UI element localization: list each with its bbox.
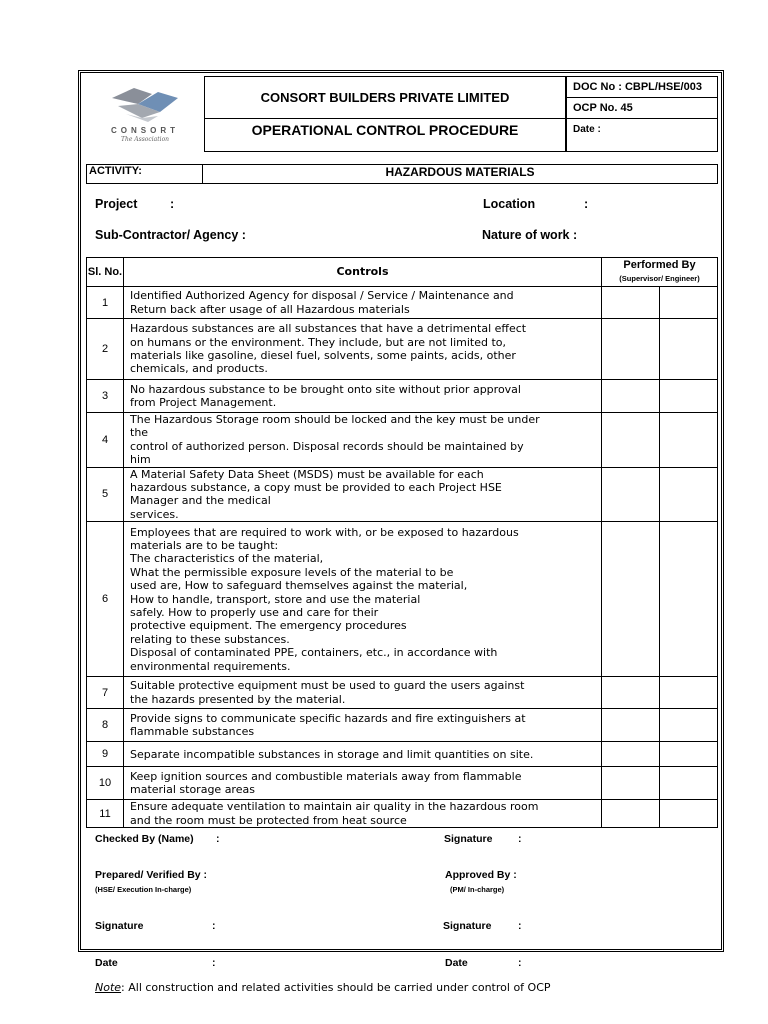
control-text-line: materials are to be taught: bbox=[130, 538, 279, 552]
engineer-signoff-cell[interactable] bbox=[660, 413, 718, 468]
supervisor-signoff-cell[interactable] bbox=[602, 522, 660, 677]
table-header-row bbox=[87, 258, 718, 287]
control-text-line: environmental requirements. bbox=[130, 659, 291, 673]
controls-table-body bbox=[87, 287, 718, 828]
engineer-signoff-cell[interactable] bbox=[660, 767, 718, 800]
signature-label: Signature bbox=[444, 833, 493, 845]
approved-signature-colon: : bbox=[518, 920, 522, 932]
table-row bbox=[87, 677, 718, 709]
engineer-signoff-cell[interactable] bbox=[660, 467, 718, 522]
project-label: Project bbox=[95, 197, 138, 211]
supervisor-signoff-cell[interactable] bbox=[602, 380, 660, 413]
table-row bbox=[87, 522, 718, 677]
approved-signature-label: Signature bbox=[443, 920, 492, 932]
nature-of-work-label: Nature of work : bbox=[482, 228, 578, 242]
control-text bbox=[124, 287, 602, 319]
control-text-line: Separate incompatible substances in storage and limit quantities on site. bbox=[130, 747, 534, 761]
signature-colon: : bbox=[518, 833, 522, 845]
control-text-line: protective equipment. The emergency procedures bbox=[130, 619, 407, 633]
control-text-line: A Material Safety Data Sheet (MSDS) must be available for each bbox=[130, 467, 484, 481]
handshake-logo-icon bbox=[108, 84, 182, 124]
procedure-title: OPERATIONAL CONTROL PROCEDURE bbox=[251, 122, 519, 138]
approved-by-role: (PM/ In-charge) bbox=[450, 885, 505, 894]
subcontractor-label: Sub-Contractor/ Agency : bbox=[95, 228, 246, 242]
control-text-line: him bbox=[130, 453, 151, 467]
control-text-line: Manager and the medical bbox=[130, 494, 271, 508]
control-text-line: materials like gasoline, diesel fuel, solvents, some paints, acids, other bbox=[130, 349, 516, 362]
note-label: Note bbox=[95, 981, 122, 994]
approved-date-colon: : bbox=[518, 957, 522, 969]
company-logo bbox=[86, 76, 204, 152]
activity-value: HAZARDOUS MATERIALS bbox=[385, 165, 535, 179]
project-colon: : bbox=[170, 197, 175, 211]
control-text bbox=[124, 677, 602, 709]
controls-table bbox=[86, 257, 718, 828]
control-text-line: the bbox=[130, 426, 149, 440]
control-text-line: control of authorized person. Disposal records should be maintained by bbox=[130, 439, 524, 453]
performed-by-label: Performed By bbox=[623, 259, 696, 271]
engineer-signoff-cell[interactable] bbox=[660, 319, 718, 380]
ocp-number: OCP No. 45 bbox=[573, 102, 633, 114]
control-text-line: Employees that are required to work with, or be exposed to hazardous bbox=[130, 525, 519, 539]
engineer-signoff-cell[interactable] bbox=[660, 380, 718, 413]
performed-by-header bbox=[602, 258, 718, 287]
control-text-line: Identified Authorized Agency for disposal / Service / Maintenance and bbox=[130, 289, 514, 303]
logo-tagline: The Association bbox=[120, 136, 170, 143]
control-text-line: relating to these substances. bbox=[130, 632, 290, 646]
control-text-line: Disposal of contaminated PPE, containers, etc., in accordance with bbox=[130, 646, 498, 660]
table-row bbox=[87, 413, 718, 468]
prepared-signature-colon: : bbox=[212, 920, 216, 932]
control-text-line: The characteristics of the material, bbox=[130, 552, 324, 566]
header-title-box bbox=[204, 76, 566, 152]
control-text-line: hazardous substance, a copy must be provided to each Project HSE bbox=[130, 481, 502, 495]
prepared-signature-label: Signature bbox=[95, 920, 144, 932]
control-text bbox=[124, 413, 602, 468]
activity-label: ACTIVITY: bbox=[89, 165, 142, 177]
control-text-line: Ensure adequate ventilation to maintain air quality in the hazardous room bbox=[130, 800, 539, 814]
control-text-line: The Hazardous Storage room should be locked and the key must be under bbox=[130, 413, 540, 426]
row-number: 4 bbox=[87, 413, 124, 468]
doc-date: Date : bbox=[573, 124, 601, 135]
row-number: 11 bbox=[87, 800, 124, 828]
doc-number: DOC No : CBPL/HSE/003 bbox=[573, 81, 702, 93]
header-divider bbox=[204, 118, 566, 119]
table-row bbox=[87, 287, 718, 319]
engineer-signoff-cell[interactable] bbox=[660, 800, 718, 828]
prepared-date-label: Date bbox=[95, 957, 118, 969]
approved-date-label: Date bbox=[445, 957, 468, 969]
control-text-line: Provide signs to communicate specific hazards and fire extinguishers at bbox=[130, 711, 526, 725]
logo-wordmark: CONSORT bbox=[111, 126, 179, 135]
note-text: : All construction and related activities should be carried under control of OCP bbox=[121, 981, 551, 994]
control-text bbox=[124, 709, 602, 742]
row-number: 5 bbox=[87, 467, 124, 522]
control-text bbox=[124, 522, 602, 677]
control-text-line: No hazardous substance to be brought onto site without prior approval bbox=[130, 382, 521, 396]
checked-by-label: Checked By (Name) bbox=[95, 833, 194, 845]
table-row bbox=[87, 800, 718, 828]
control-text-line: What the permissible exposure levels of the material to be bbox=[130, 565, 454, 579]
engineer-signoff-cell[interactable] bbox=[660, 742, 718, 767]
sl-no-header: Sl. No. bbox=[87, 258, 124, 287]
control-text-line: Hazardous substances are all substances that have a detrimental effect bbox=[130, 322, 527, 336]
doc-info-divider bbox=[566, 97, 718, 98]
table-row bbox=[87, 467, 718, 522]
control-text bbox=[124, 467, 602, 522]
engineer-signoff-cell[interactable] bbox=[660, 287, 718, 319]
control-text bbox=[124, 380, 602, 413]
supervisor-signoff-cell[interactable] bbox=[602, 319, 660, 380]
supervisor-signoff-cell[interactable] bbox=[602, 742, 660, 767]
control-text-line: the hazards presented by the material. bbox=[130, 692, 346, 706]
supervisor-signoff-cell[interactable] bbox=[602, 467, 660, 522]
engineer-signoff-cell[interactable] bbox=[660, 709, 718, 742]
row-number: 1 bbox=[87, 287, 124, 319]
supervisor-signoff-cell[interactable] bbox=[602, 287, 660, 319]
control-text-line: flammable substances bbox=[130, 725, 255, 739]
location-label: Location bbox=[483, 197, 536, 211]
row-number: 3 bbox=[87, 380, 124, 413]
control-text-line: on humans or the environment. They include, but are not limited to, bbox=[130, 335, 506, 349]
control-text bbox=[124, 800, 602, 828]
location-colon: : bbox=[584, 197, 589, 211]
row-number: 8 bbox=[87, 709, 124, 742]
footer-note bbox=[95, 981, 551, 994]
supervisor-signoff-cell[interactable] bbox=[602, 709, 660, 742]
control-text-line: Suitable protective equipment must be used to guard the users against bbox=[130, 679, 525, 693]
row-number: 9 bbox=[87, 742, 124, 767]
control-text-line: services. bbox=[130, 507, 179, 521]
control-text-line: from Project Management. bbox=[130, 396, 277, 409]
performed-by-sublabel: (Supervisor/ Engineer) bbox=[619, 274, 700, 283]
doc-info-divider bbox=[566, 118, 718, 119]
table-row bbox=[87, 319, 718, 380]
prepared-by-label: Prepared/ Verified By : bbox=[95, 869, 208, 881]
company-name: CONSORT BUILDERS PRIVATE LIMITED bbox=[260, 90, 510, 105]
approved-by-label: Approved By : bbox=[445, 869, 517, 881]
control-text-line: used are, How to safeguard themselves against the material, bbox=[130, 579, 468, 593]
control-text bbox=[124, 742, 602, 767]
row-number: 10 bbox=[87, 767, 124, 800]
supervisor-signoff-cell[interactable] bbox=[602, 677, 660, 709]
control-text-line: material storage areas bbox=[130, 783, 255, 797]
supervisor-signoff-cell[interactable] bbox=[602, 800, 660, 828]
control-text-line: Return back after usage of all Hazardous materials bbox=[130, 302, 410, 316]
table-row bbox=[87, 742, 718, 767]
control-text-line: How to handle, transport, store and use the material bbox=[130, 592, 421, 606]
control-text bbox=[124, 767, 602, 800]
control-text-line: chemicals, and products. bbox=[130, 362, 268, 376]
row-number: 2 bbox=[87, 319, 124, 380]
table-row bbox=[87, 380, 718, 413]
engineer-signoff-cell[interactable] bbox=[660, 677, 718, 709]
controls-header: Controls bbox=[124, 258, 602, 287]
control-text-line: and the room must be protected from heat source bbox=[130, 813, 407, 827]
checked-by-colon: : bbox=[216, 833, 220, 845]
engineer-signoff-cell[interactable] bbox=[660, 522, 718, 677]
table-row bbox=[87, 767, 718, 800]
row-number: 6 bbox=[87, 522, 124, 677]
prepared-by-role: (HSE/ Execution In-charge) bbox=[95, 885, 192, 894]
control-text-line: Keep ignition sources and combustible materials away from flammable bbox=[130, 769, 522, 783]
control-text bbox=[124, 319, 602, 380]
prepared-date-colon: : bbox=[212, 957, 216, 969]
supervisor-signoff-cell[interactable] bbox=[602, 413, 660, 468]
row-number: 7 bbox=[87, 677, 124, 709]
supervisor-signoff-cell[interactable] bbox=[602, 767, 660, 800]
table-row bbox=[87, 709, 718, 742]
control-text-line: safely. How to properly use and care for their bbox=[130, 605, 379, 619]
